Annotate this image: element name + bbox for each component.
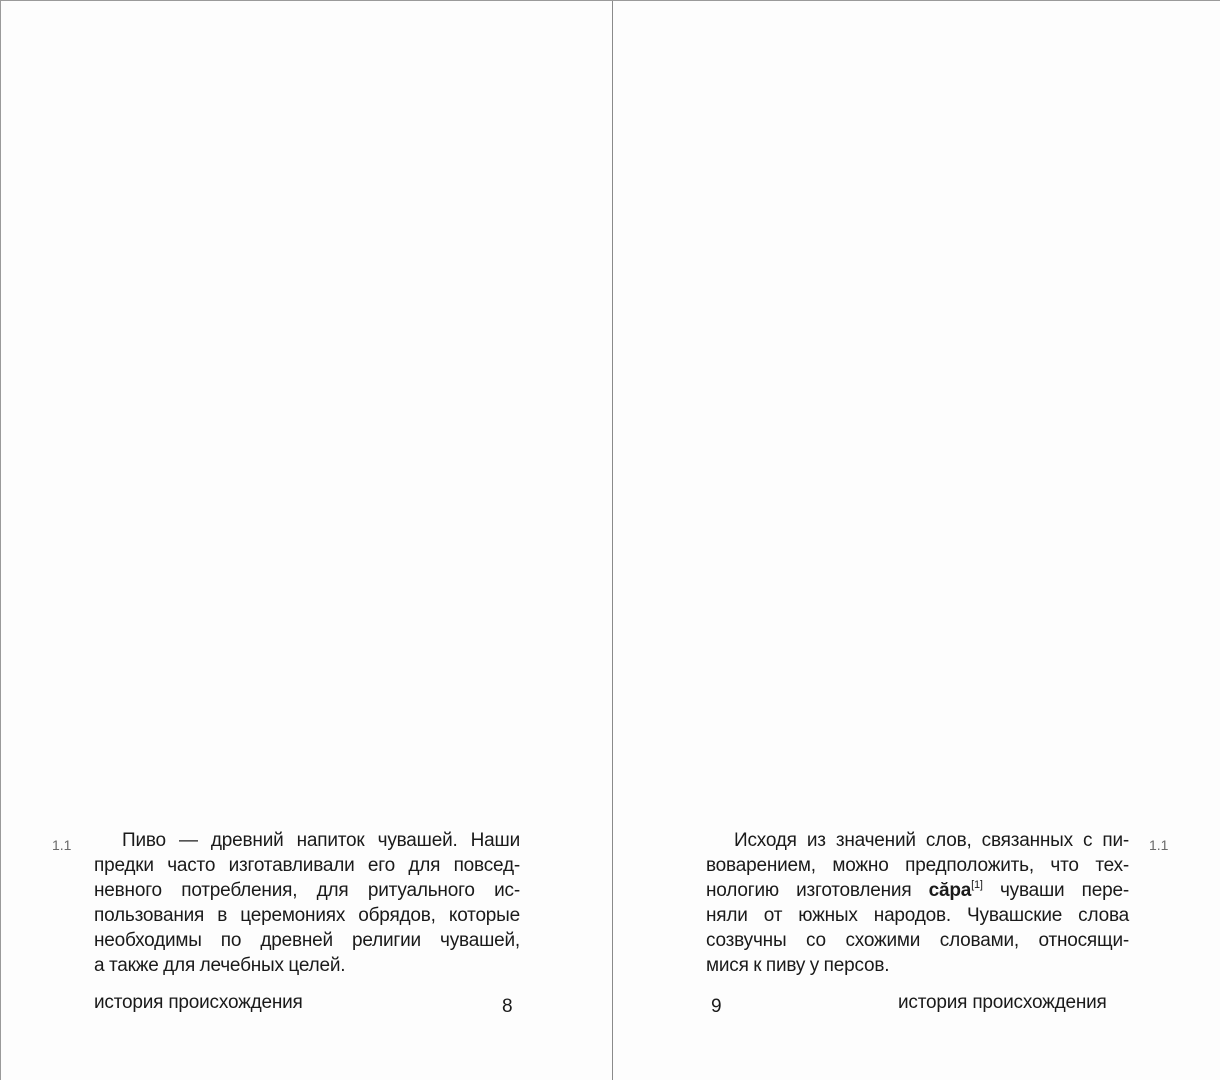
paragraph-line: Пиво — древний напиток чувашей. Наши (122, 830, 520, 851)
paragraph-line: невного потребления, для ритуального ис- (94, 880, 520, 901)
page-number: 8 (502, 996, 513, 1017)
paragraph-line: мися к пиву у персов. (706, 955, 890, 976)
paragraph-line-with-term (706, 878, 1129, 903)
section-number: 1.1 (52, 837, 72, 853)
footnote-reference[interactable]: [1] (971, 879, 983, 891)
paragraph (94, 828, 520, 978)
running-head: история происхождения (94, 992, 303, 1013)
paragraph-line: предки часто изготавливали его для повсед- (94, 855, 520, 876)
paragraph-line: Исходя из значений слов, связанных с пи- (734, 830, 1129, 851)
running-head: история происхождения (898, 992, 1107, 1013)
paragraph-line: воварением, можно предположить, что тех- (706, 855, 1129, 876)
paragraph-line: необходимы по древней религии чувашей, (94, 930, 520, 951)
paragraph (706, 828, 1129, 978)
left-page (1, 1, 612, 1080)
paragraph-line: пользования в церемониях обрядов, которые (94, 905, 520, 926)
paragraph-line: созвучны со схожими словами, относящи- (706, 930, 1129, 951)
section-number: 1.1 (1149, 837, 1169, 853)
page-number: 9 (711, 996, 722, 1017)
paragraph-line: няли от южных народов. Чувашские слова (706, 905, 1129, 926)
paragraph-line: а также для лечебных целей. (94, 955, 346, 976)
term-sara: сăра (928, 880, 972, 901)
right-page (613, 1, 1220, 1080)
line-fragment: чуваши пере- (999, 880, 1129, 901)
line-fragment: нологию изготовления (706, 880, 912, 901)
